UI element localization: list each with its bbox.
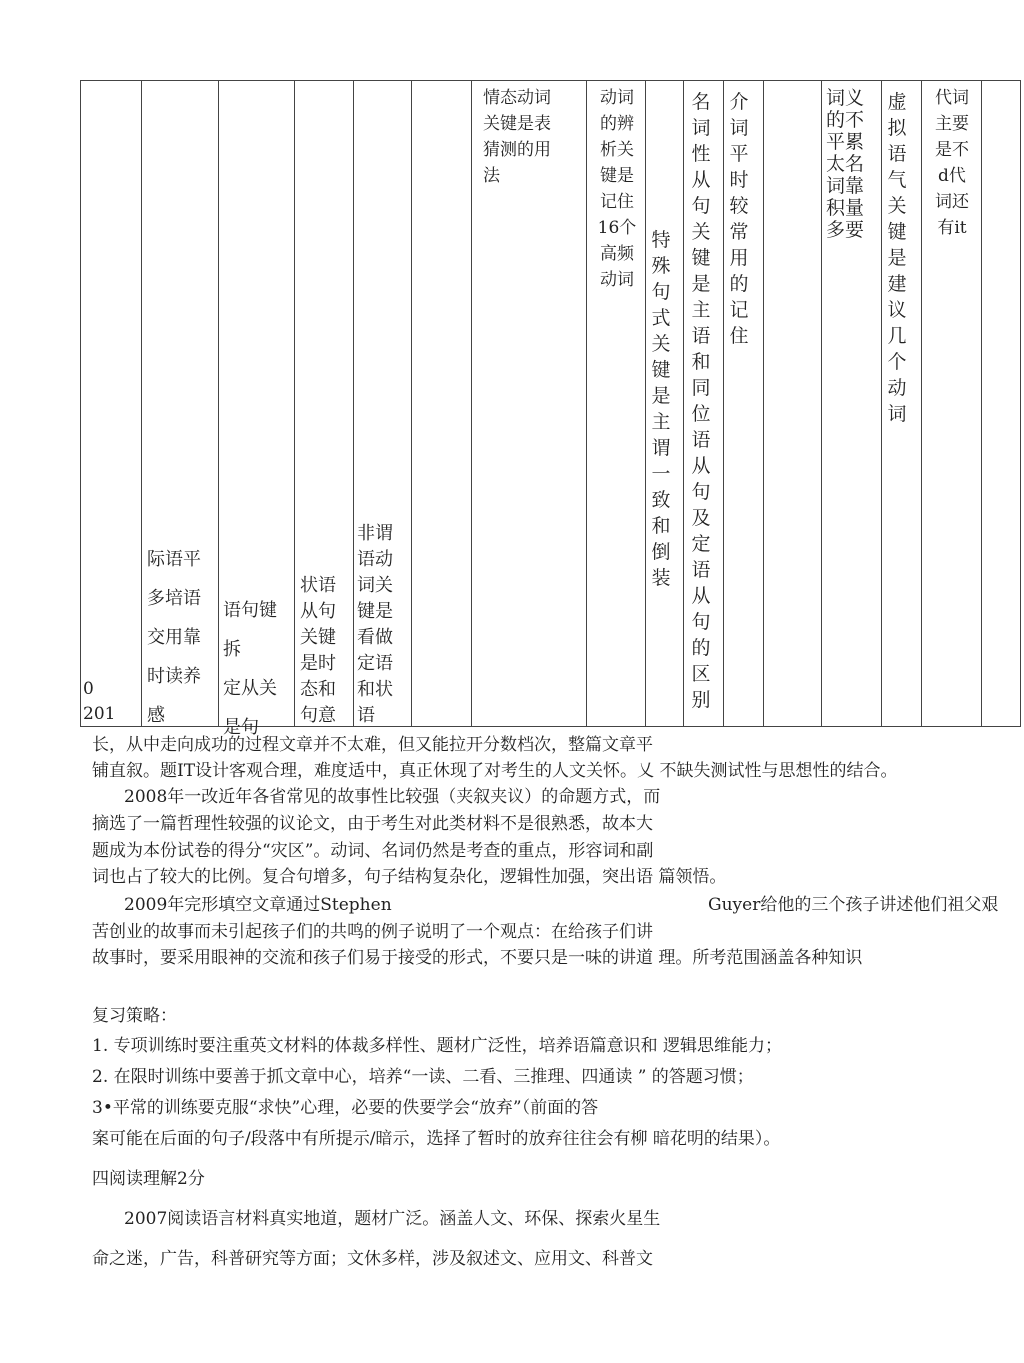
text-line: 题成为本份试卷的得分“灾区”。动词、名词仍然是考查的重点，形容词和副 — [92, 841, 654, 861]
section-heading: 四阅读理解2分 — [92, 1169, 205, 1189]
cell-line: 定语 — [357, 653, 393, 674]
grammar-table — [80, 80, 1021, 738]
text-line: 故事时，要采用眼神的交流和孩子们易于接受的形式，不要只是一味的讲道 理。所考范围涵盖各种知识 — [92, 948, 863, 968]
column-divider — [881, 81, 882, 726]
cell-line: 拆 — [223, 639, 241, 660]
table-cell-col8: 动词的辨析关键是记住16个高频动词 — [597, 88, 637, 290]
cell-line: 交用靠 — [147, 627, 201, 648]
text-line: 命之迷，广告，科普研究等方面；文休多样，涉及叙述文、应用文、科普文 — [92, 1249, 653, 1269]
text-line: 2007阅读语言材料真实地道，题材广泛。涵盖人文、环保、探索火星生 — [124, 1209, 661, 1229]
table-cell-col1 — [83, 677, 115, 727]
table-cell-col9: 特殊句式关键是主谓一致和倒装 — [651, 229, 671, 589]
cell-line: 和状 — [357, 679, 393, 700]
text-line: 摘选了一篇哲理性较强的议论文，由于考生对此类材料不是很熟悉，故本大 — [92, 814, 653, 834]
table-cell-col2 — [147, 540, 201, 735]
cell-line: 词关 — [357, 575, 393, 596]
cell-line: 句意 — [300, 705, 336, 726]
column-divider — [921, 81, 922, 726]
cell-line: 是句 — [223, 717, 259, 738]
table-cell-col13: 词义的不平累太名词靠积量多要 — [826, 87, 865, 241]
cell-line: 态和 — [300, 679, 336, 700]
column-divider — [981, 81, 982, 726]
cell-line: 关键 — [300, 627, 336, 648]
list-item: 1. 专项训练时要注重英文材料的体裁多样性、题材广泛性，培养语篇意识和 逻辑思维能力； — [92, 1036, 783, 1056]
cell-line: 是时 — [300, 653, 336, 674]
table-cell-col11: 介词平时较常用的记住 — [729, 91, 749, 347]
column-divider — [683, 81, 684, 726]
column-divider — [586, 81, 587, 726]
table-cell-col15: 代词主要是不d代词还有it — [935, 88, 969, 238]
table-cell-col5 — [357, 521, 393, 729]
list-item: 2. 在限时训练中要善于抓文章中心，培养“一读、二看、三推理、四通读 ” 的答题习惯； — [92, 1067, 754, 1087]
column-divider — [471, 81, 472, 726]
text-line: 苦创业的故事而未引起孩子们的共鸣的例子说明了一个观点：在给孩子们讲 — [92, 922, 653, 942]
column-divider — [218, 81, 219, 726]
cell-line: 201 — [83, 704, 116, 724]
column-divider — [723, 81, 724, 726]
column-divider — [821, 81, 822, 726]
text-line: 案可能在后面的句子/段落中有所提示/暗示，选择了暂时的放弃往往会有柳 暗花明的结果）。 — [92, 1129, 781, 1149]
text-line: 2008年一改近年各省常见的故事性比较强（夹叙夹议）的命题方式，而 — [124, 787, 661, 807]
cell-line: 际语平 — [147, 549, 201, 570]
cell-line: 定从关 — [223, 678, 277, 699]
cell-line: 看做 — [357, 627, 393, 648]
column-divider — [141, 81, 142, 726]
cell-line: 语 — [357, 705, 375, 726]
table-cell-col4 — [300, 573, 336, 729]
cell-line: 时读养 — [147, 666, 201, 687]
table-cell-col3 — [223, 591, 277, 747]
text-line: 词也占了较大的比例。复合句增多，句子结构复杂化，逻辑性加强，突出语 篇领悟。 — [92, 867, 727, 887]
cell-line: 语动 — [357, 549, 393, 570]
column-divider — [411, 81, 412, 726]
text-line: 长，从中走向成功的过程文章并不太难，但又能拉开分数档次，整篇文章平 — [92, 735, 653, 755]
cell-line: 0 — [83, 679, 94, 699]
cell-line: 非谓 — [357, 523, 393, 544]
section-heading: 复习策略： — [92, 1006, 177, 1026]
cell-line: 感 — [147, 705, 165, 726]
cell-line: 语句键 — [223, 600, 277, 621]
cell-line: 多培语 — [147, 588, 201, 609]
text-line: Guyer给他的三个孩子讲述他们祖父艰 — [708, 895, 999, 915]
cell-line: 从句 — [300, 601, 336, 622]
table-cell-col14: 虚拟语气关键是建议几个动词 — [887, 91, 907, 425]
column-divider — [763, 81, 764, 726]
column-divider — [645, 81, 646, 726]
column-divider — [353, 81, 354, 726]
list-item: 3•平常的训练要克服“求快”心理，必要的佚要学会“放弃”（前面的答 — [92, 1098, 599, 1118]
text-line: 2009年完形填空文章通过Stephen — [124, 895, 392, 915]
cell-line: 键是 — [357, 601, 393, 622]
text-line: 铺直叙。题IT设计客观合理，难度适中，真正休现了对考生的人文关怀。乂 不缺失测试性与思想性的结合。 — [92, 761, 898, 781]
cell-line: 状语 — [300, 575, 336, 596]
table-cell-col10: 名词性从句关键是主语和同位语从句及定语从句的区别 — [691, 91, 711, 711]
column-divider — [294, 81, 295, 726]
table-cell-col7: 情态动词关键是表猜测的用法 — [483, 88, 551, 186]
